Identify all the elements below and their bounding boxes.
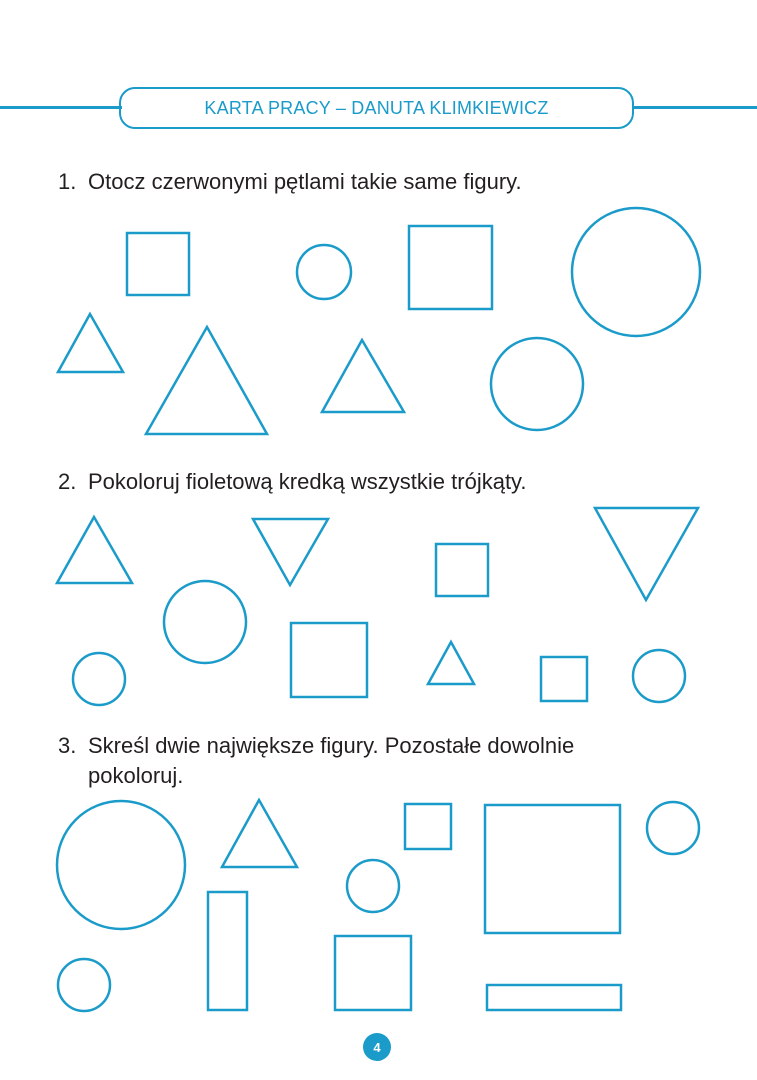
ex3-rectangle-wide — [487, 985, 621, 1010]
ex1-triangle-small — [58, 314, 123, 372]
ex2-square-medium — [291, 623, 367, 697]
ex2-circle-small-left — [73, 653, 125, 705]
exercise-1-text: Otocz czerwonymi pętlami takie same figury. — [88, 169, 522, 194]
exercise-1-number: 1. — [58, 169, 77, 194]
ex3-circle-small-right — [647, 802, 699, 854]
exercise-2-shapes — [57, 508, 698, 705]
ex3-square-medium — [335, 936, 411, 1010]
ex1-circle-large — [572, 208, 700, 336]
ex2-triangle-down-small — [253, 519, 328, 585]
ex1-triangle-large — [146, 327, 267, 434]
ex1-triangle-medium — [322, 340, 404, 412]
ex3-triangle — [222, 800, 297, 867]
ex1-circle-medium — [491, 338, 583, 430]
ex2-square-small — [436, 544, 488, 596]
ex3-square-small — [405, 804, 451, 849]
ex2-circle-medium — [164, 581, 246, 663]
ex2-circle-small-right — [633, 650, 685, 702]
exercise-2-text: Pokoloruj fioletową kredką wszystkie trójkąty. — [88, 469, 527, 494]
header-title: KARTA PRACY – DANUTA KLIMKIEWICZ — [204, 97, 549, 118]
ex2-square-tiny — [541, 657, 587, 701]
ex3-circle-small-left — [58, 959, 110, 1011]
exercise-3-number: 3. — [58, 733, 77, 758]
exercise-3-text: Skreśl dwie największe figury. Pozostałe dowolnie — [88, 733, 575, 758]
ex2-triangle-up-left — [57, 517, 132, 583]
exercise-2-number: 2. — [58, 469, 77, 494]
page-number: 4 — [373, 1039, 381, 1055]
ex3-square-large — [485, 805, 620, 933]
ex2-triangle-down-large — [595, 508, 698, 600]
ex1-square-large — [409, 226, 492, 309]
exercise-3-text-continued: pokoloruj. — [88, 763, 184, 788]
ex1-square-small — [127, 233, 189, 295]
ex2-triangle-tiny — [428, 642, 474, 684]
ex3-circle-small-middle — [347, 860, 399, 912]
exercise-1-shapes — [58, 208, 700, 434]
ex3-rectangle-tall — [208, 892, 247, 1010]
ex3-circle-large — [57, 801, 185, 929]
ex1-circle-small — [297, 245, 351, 299]
exercise-3-shapes — [57, 800, 699, 1011]
page-number-badge — [363, 1033, 391, 1061]
